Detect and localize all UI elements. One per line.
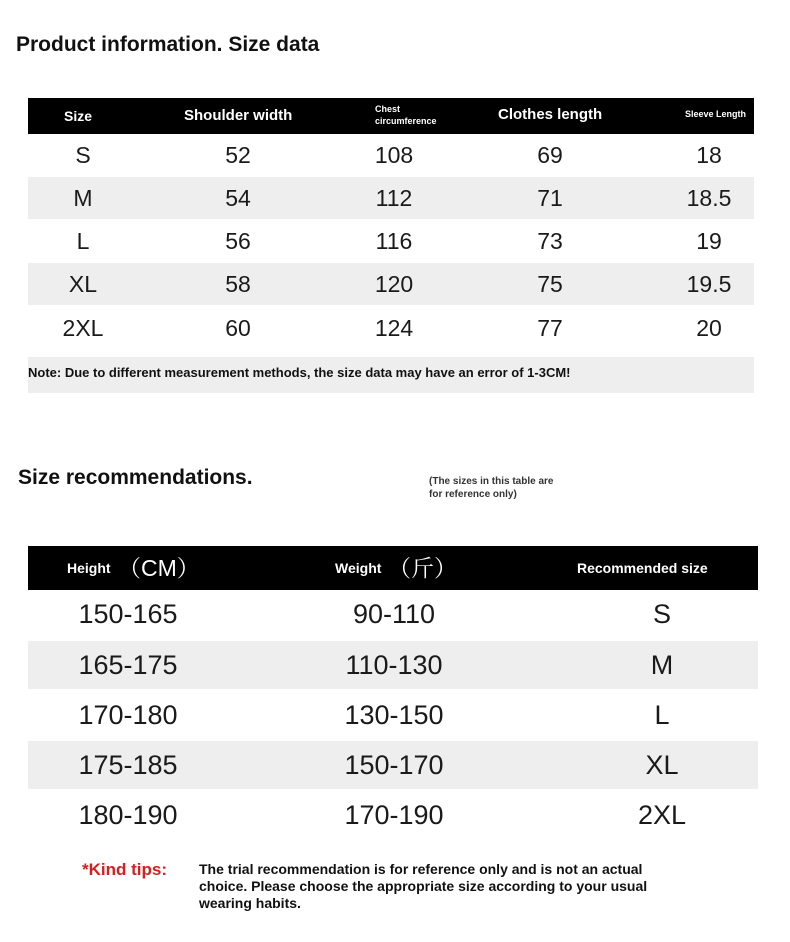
cell-recommended-size: M (650, 650, 674, 680)
size-table-header (28, 98, 754, 134)
table-row (28, 741, 758, 789)
cell-height: 150-165 (78, 599, 178, 629)
cell-shoulder: 58 (225, 271, 251, 297)
cell-shoulder: 52 (225, 142, 251, 168)
cell-size: XL (68, 271, 98, 297)
table-row (28, 691, 758, 739)
cell-size: M (73, 185, 93, 211)
cell-size: L (76, 228, 90, 254)
header-sleeve-length: Sleeve Length (685, 109, 747, 119)
cell-recommended-size: S (652, 599, 672, 629)
cell-recommended-size: XL (645, 750, 679, 780)
cell-shoulder: 60 (225, 315, 251, 341)
cell-length: 69 (537, 142, 563, 168)
header-clothes-length: Clothes length (498, 106, 603, 123)
cell-length: 73 (537, 228, 563, 254)
header-size: Size (64, 108, 93, 124)
cell-length: 75 (537, 271, 563, 297)
cell-chest: 124 (374, 315, 414, 341)
cell-chest: 108 (374, 142, 414, 168)
header-height: Height (67, 560, 111, 576)
cell-sleeve: 18 (696, 142, 722, 168)
kind-tips-text: The trial recommendation is for reference only and is not an actual choice. Please choose the appropriate size according to your usual wearing habits. (199, 861, 648, 911)
cell-shoulder: 56 (225, 228, 251, 254)
measurement-note (28, 357, 754, 393)
header-height-unit: （CM） (118, 555, 200, 581)
cell-weight: 110-130 (345, 650, 443, 680)
table-row (28, 791, 758, 839)
cell-sleeve: 18.5 (686, 185, 732, 211)
cell-recommended-size: 2XL (637, 800, 687, 830)
cell-weight: 170-190 (344, 800, 444, 830)
table-row (28, 134, 754, 176)
reference-note-line2: for reference only) (429, 489, 517, 500)
reference-note-line1: (The sizes in this table are (429, 476, 554, 487)
header-weight: Weight (335, 560, 382, 576)
cell-height: 175-185 (78, 750, 178, 780)
reference-note (429, 475, 579, 501)
header-weight-unit: （斤） (388, 555, 457, 581)
table-row (28, 177, 754, 219)
cell-height: 180-190 (78, 800, 178, 830)
cell-sleeve: 20 (696, 315, 722, 341)
cell-height: 165-175 (78, 650, 178, 680)
recommendation-table-header (28, 546, 758, 590)
cell-chest: 120 (374, 271, 414, 297)
header-shoulder-width: Shoulder width (184, 107, 293, 124)
size-data-title: Product information. Size data (16, 33, 320, 56)
cell-size: S (75, 142, 91, 168)
cell-weight: 130-150 (344, 700, 444, 730)
cell-height: 170-180 (78, 700, 178, 730)
measurement-note-text: Note: Due to different measurement methods, the size data may have an error of 1-3CM! (28, 365, 571, 380)
cell-length: 71 (537, 185, 563, 211)
table-row (28, 307, 754, 349)
cell-chest: 116 (375, 228, 413, 254)
table-row (28, 641, 758, 689)
cell-shoulder: 54 (225, 185, 251, 211)
kind-tips-label: *Kind tips: (82, 860, 167, 879)
size-recommendations-title: Size recommendations. (18, 466, 253, 489)
cell-size: 2XL (62, 315, 104, 341)
cell-chest: 112 (375, 185, 413, 211)
cell-weight: 150-170 (344, 750, 444, 780)
cell-weight: 90-110 (352, 599, 436, 629)
header-chest-line1: Chest (375, 104, 401, 114)
cell-recommended-size: L (654, 700, 670, 730)
cell-sleeve: 19.5 (686, 271, 732, 297)
cell-sleeve: 19 (696, 228, 722, 254)
table-row (28, 263, 754, 305)
header-recommended-size: Recommended size (577, 560, 708, 576)
table-row (28, 590, 758, 638)
cell-length: 77 (537, 315, 563, 341)
header-chest-line2: circumference (375, 116, 437, 126)
table-row (28, 220, 754, 262)
